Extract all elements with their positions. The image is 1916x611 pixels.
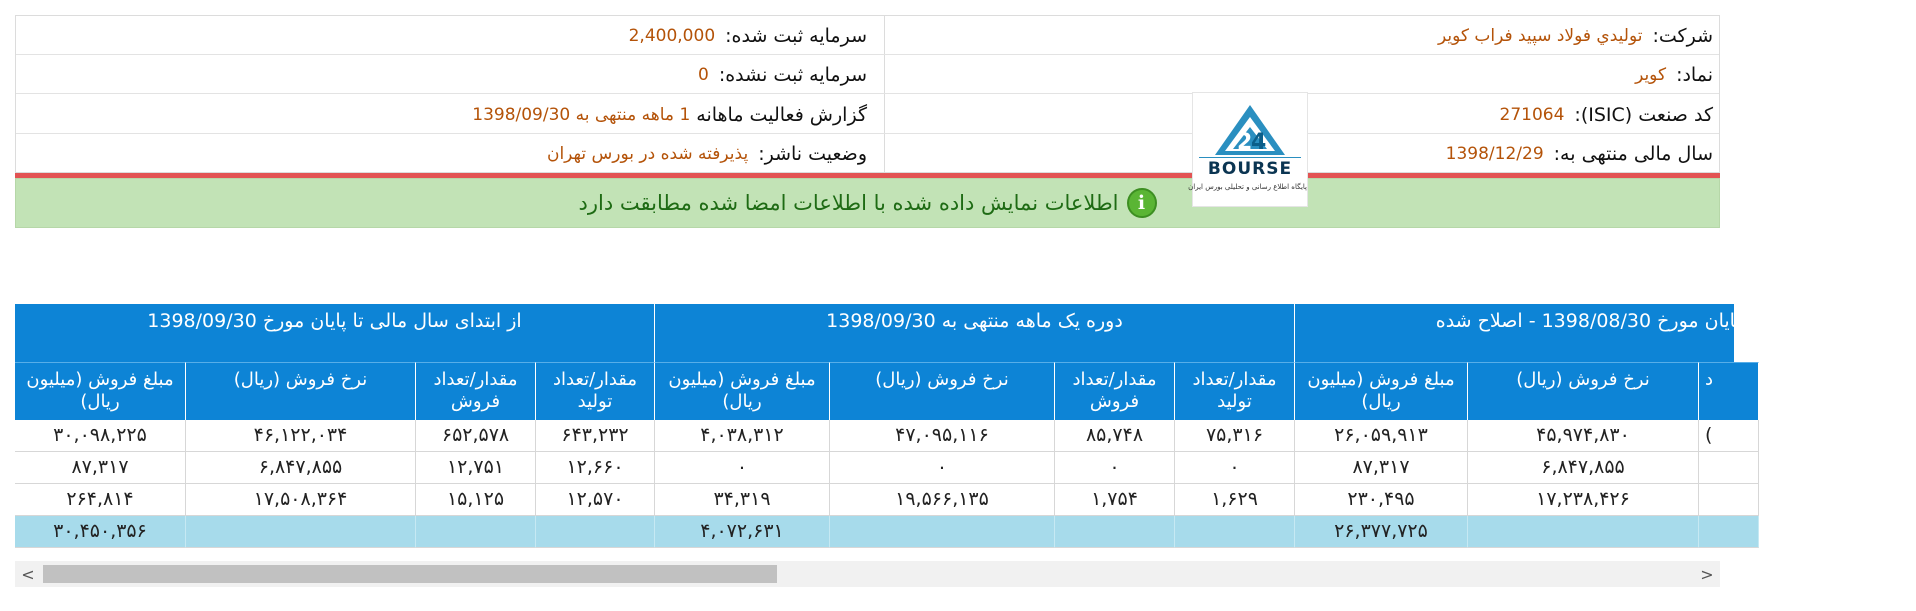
table-cell: ۸۷,۳۱۷ (1295, 452, 1468, 484)
col-header-production-qty: مقدار/تعداد تولید (1175, 362, 1295, 420)
total-row-cell: ۲۶,۳۷۷,۷۲۵ (1295, 516, 1468, 548)
isic-value: 271064 (1499, 104, 1565, 125)
sales-table (15, 304, 1916, 561)
total-row-cell (536, 516, 655, 548)
col-header-sales-rate: نرخ فروش (ریال) (186, 362, 416, 420)
publisher-status-value: پذیرفته شده در بورس تهران (546, 143, 749, 164)
col-header-cut-off: د (1699, 362, 1759, 420)
scrollbar-thumb[interactable] (43, 565, 777, 583)
symbol-label: نماد: (1676, 63, 1713, 86)
info-row-company (16, 16, 1719, 55)
table-cell: ۶,۸۴۷,۸۵۵ (1468, 452, 1699, 484)
total-row-cell (1055, 516, 1175, 548)
total-row-cell (416, 516, 536, 548)
symbol-cell (1635, 55, 1713, 94)
table-cell: ۶۵۲,۵۷۸ (416, 420, 536, 452)
table-cell: ۰ (655, 452, 830, 484)
table-cell: ۶۴۳,۲۳۲ (536, 420, 655, 452)
table-cell (1699, 484, 1759, 516)
table-cell: ۳۰,۰۹۸,۲۲۵ (15, 420, 186, 452)
table-cell: ۰ (1175, 452, 1295, 484)
table-cell: ۱۹,۵۶۶,۱۳۵ (830, 484, 1055, 516)
table-cell: ۴,۰۳۸,۳۱۲ (655, 420, 830, 452)
unregistered-capital-value: 0 (698, 64, 709, 85)
table-cell: ۴۷,۰۹۵,۱۱۶ (830, 420, 1055, 452)
table-cell: ۱۲,۷۵۱ (416, 452, 536, 484)
total-row-cell (830, 516, 1055, 548)
unregistered-capital-label: سرمایه ثبت نشده: (718, 63, 867, 86)
svg-text:4: 4 (1251, 130, 1267, 155)
table-cell: ۲۶۴,۸۱۴ (15, 484, 186, 516)
col-header-production-qty: مقدار/تعداد تولید (536, 362, 655, 420)
table-cell: ۳۴,۳۱۹ (655, 484, 830, 516)
unregistered-capital-cell (698, 55, 867, 94)
notice-text: اطلاعات نمایش داده شده با اطلاعات امضا شده مطابقت دارد (578, 191, 1119, 215)
table-cell: ۴۶,۱۲۲,۰۳۴ (186, 420, 416, 452)
col-header-sales-qty: مقدار/تعداد فروش (416, 362, 536, 420)
fiscal-cell (1446, 134, 1713, 173)
symbol-value: کویر (1635, 64, 1667, 85)
col-header-sales-rate: نرخ فروش (ریال) (830, 362, 1055, 420)
group-header-ytd-current: از ابتدای سال مالی تا پایان مورخ 1398/09/30 (15, 304, 655, 362)
table-cell: ۶,۸۴۷,۸۵۵ (186, 452, 416, 484)
publisher-status-label: وضعیت ناشر: (758, 142, 867, 165)
table-cell: ۱۷,۵۰۸,۳۶۴ (186, 484, 416, 516)
company-cell (1438, 16, 1713, 55)
info-icon: i (1127, 188, 1157, 218)
total-row-cell (1468, 516, 1699, 548)
logo-subtitle: پایگاه اطلاع رسانی و تحلیلی بورس ایران (1188, 183, 1307, 191)
info-row-fiscal (16, 134, 1719, 173)
isic-cell (1500, 95, 1713, 134)
table-cell: ۰ (830, 452, 1055, 484)
logo-wordmark: BOURSE (1207, 159, 1293, 179)
table-cell: ۸۷,۳۱۷ (15, 452, 186, 484)
group-header-ytd-revised (1295, 304, 1916, 362)
table-cell: ۷۵,۳۱۶ (1175, 420, 1295, 452)
table-cell: ۸۵,۷۴۸ (1055, 420, 1175, 452)
capital-value: 2,400,000 (628, 25, 716, 46)
info-row-symbol (16, 55, 1719, 94)
table-cell: ۱۷,۲۳۸,۴۲۶ (1468, 484, 1699, 516)
table-cell: ۱۲,۵۷۰ (536, 484, 655, 516)
capital-cell (629, 16, 867, 55)
total-row-cell (1699, 516, 1759, 548)
report-title-value: 1 ماهه منتهی به 1398/09/30 (472, 104, 691, 125)
verification-notice (15, 178, 1720, 228)
col-header-sales-amount: مبلغ فروش (میلیون ریال) (15, 362, 186, 420)
publisher-status-cell (547, 134, 867, 173)
bourse-logo (1188, 92, 1308, 207)
scroll-left-arrow-icon[interactable]: < (21, 564, 35, 584)
svg-text:2: 2 (1237, 130, 1253, 155)
info-row-isic (16, 95, 1719, 134)
company-info-table (15, 15, 1720, 173)
table-cell: ۱۵,۱۲۵ (416, 484, 536, 516)
total-row-cell (1175, 516, 1295, 548)
horizontal-scrollbar[interactable] (15, 561, 1720, 587)
group-header-one-month: دوره یک ماهه منتهی به 1398/09/30 (655, 304, 1295, 362)
total-row-cell (186, 516, 416, 548)
table-cell: ۱,۷۵۴ (1055, 484, 1175, 516)
table-cell: ۴۵,۹۷۴,۸۳۰ (1468, 420, 1699, 452)
report-title-prefix: گزارش فعالیت ماهانه (696, 103, 867, 126)
company-label: شرکت: (1652, 24, 1713, 47)
table-cell: ۲۳۰,۴۹۵ (1295, 484, 1468, 516)
col-header-sales-amount: مبلغ فروش (میلیون ریال) (1295, 362, 1468, 420)
fiscal-year-label: سال مالی منتهی به: (1553, 142, 1713, 165)
col-header-sales-amount: مبلغ فروش (میلیون ریال) (655, 362, 830, 420)
scroll-right-arrow-icon[interactable]: > (1700, 564, 1714, 584)
capital-label: سرمایه ثبت شده: (725, 24, 867, 47)
col-header-sales-qty: مقدار/تعداد فروش (1055, 362, 1175, 420)
table-cell: ( (1699, 420, 1759, 452)
table-cell: ۱,۶۲۹ (1175, 484, 1295, 516)
table-cell: ۰ (1055, 452, 1175, 484)
table-cell (1699, 452, 1759, 484)
total-row-cell: ۳۰,۴۵۰,۳۵۶ (15, 516, 186, 548)
isic-label: کد صنعت (ISIC): (1574, 103, 1713, 126)
company-value: توليدي فولاد سپيد فراب كوير (1437, 25, 1643, 46)
report-title-cell (472, 95, 867, 134)
table-cell: ۱۲,۶۶۰ (536, 452, 655, 484)
group-header-ytd-revised-text: از ابتدای سال مالی تا پایان مورخ 1398/08/30 - اصلاح شده (1435, 310, 1916, 332)
fiscal-year-value: 1398/12/29 (1445, 143, 1544, 164)
total-row-cell: ۴,۰۷۲,۶۳۱ (655, 516, 830, 548)
table-cell: ۲۶,۰۵۹,۹۱۳ (1295, 420, 1468, 452)
col-header-sales-rate: نرخ فروش (ریال) (1468, 362, 1699, 420)
